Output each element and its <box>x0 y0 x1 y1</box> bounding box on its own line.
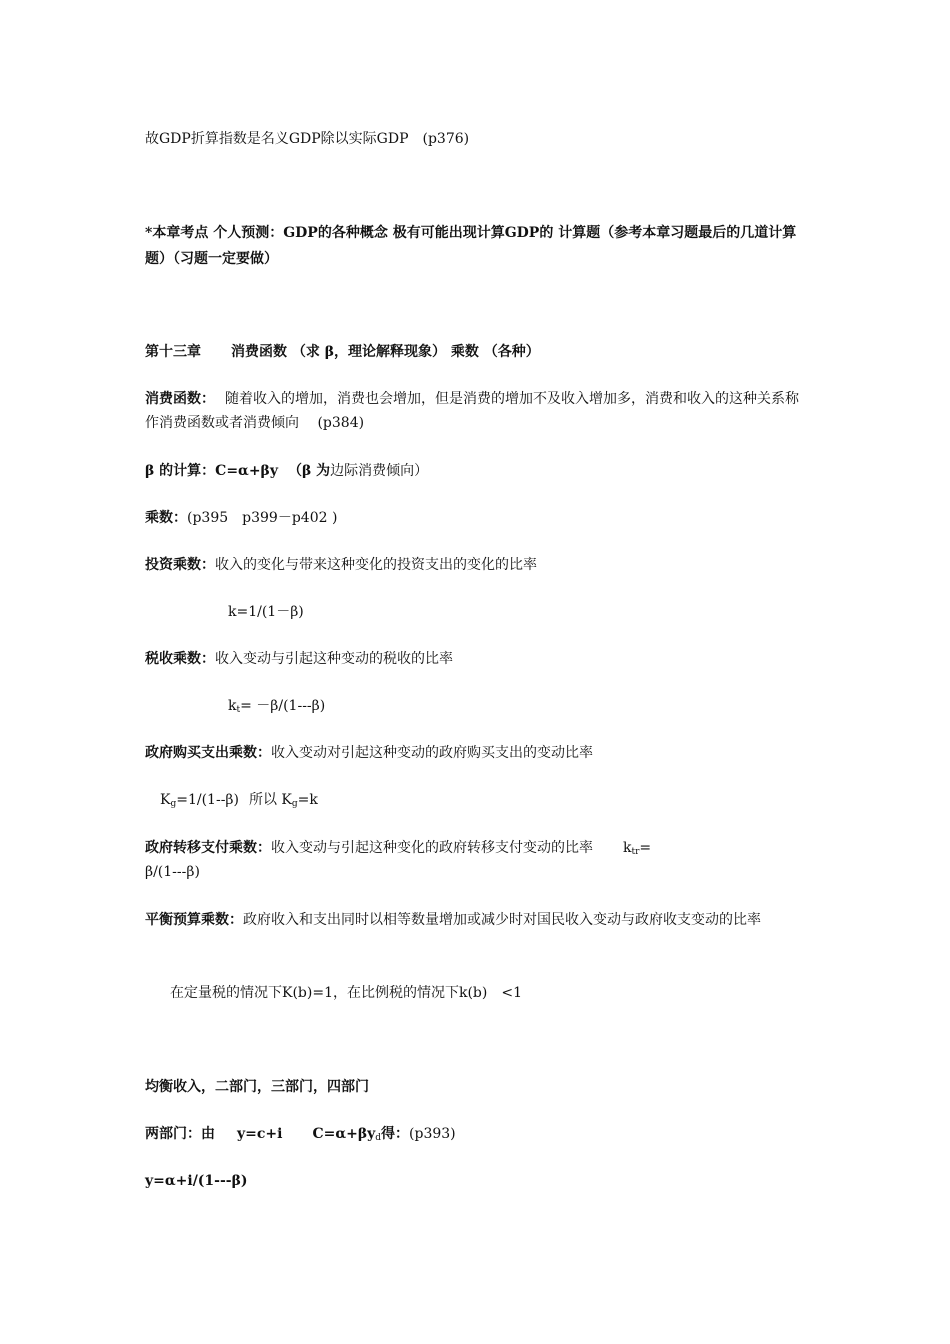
tr-formula-text: β/(1---β) <box>145 864 200 880</box>
gov-k-subscript: g <box>170 799 177 809</box>
investment-multiplier-line <box>145 553 810 577</box>
chapter-number: 第十三章 <box>145 344 201 360</box>
government-purchase-text: 收入变动对引起这种变动的政府购买支出的变动比率 <box>271 745 593 761</box>
two-sector-result-text: y=α+i/(1---β) <box>145 1173 248 1189</box>
balanced-budget-text: 政府收入和支出同时以相等数量增加或减少时对国民收入变动与政府收支变动的比率 <box>243 912 761 928</box>
beta-formula: C=α+βy <box>215 463 278 479</box>
two-sector-result <box>145 1169 810 1193</box>
multiplier-refs: (p395 p399－p402 ) <box>187 510 338 526</box>
tr-k: k <box>623 840 632 856</box>
equilibrium-income-heading <box>145 1075 810 1099</box>
tax-multiplier-text: 收入变动与引起这种变动的税收的比率 <box>215 651 453 667</box>
exam-prediction-text: *本章考点 个人预测：GDP的各种概念 极有可能出现计算GDP的 计算题（参考本章习题最后的几道计算题）（习题一定要做） <box>145 225 797 267</box>
beta-note: 边际消费倾向） <box>330 463 429 479</box>
chapter-topic: 消费函数 （求 β，理论解释现象） 乘数 （各种） <box>231 344 540 360</box>
beta-note-prefix: （β 为 <box>287 463 331 479</box>
gov-so-subscript: g <box>291 799 298 809</box>
government-purchase-formula <box>160 788 825 812</box>
consumption-function-paragraph <box>145 387 810 435</box>
investment-multiplier-formula <box>228 600 893 624</box>
two-sector-ref: (p393) <box>409 1126 456 1142</box>
gov-so-text: 所以 K <box>248 792 292 808</box>
investment-multiplier-text: 收入的变化与带来这种变化的投资支出的变化的比率 <box>215 557 537 573</box>
multiplier-line <box>145 506 810 530</box>
beta-calculation-line <box>145 459 810 483</box>
equilibrium-income-title: 均衡收入，二部门，三部门，四部门 <box>145 1079 369 1095</box>
chapter-heading <box>145 340 810 364</box>
transfer-payment-multiplier-line <box>145 836 810 860</box>
two-sector-formula-2: C=α+βy <box>312 1126 376 1142</box>
two-sector-formula-1: y=c+i <box>237 1126 283 1142</box>
tax-multiplier-line <box>145 647 810 671</box>
beta-label: β 的计算： <box>145 463 216 479</box>
gov-k: K <box>160 792 171 808</box>
two-sector-label: 两部门：由 <box>145 1126 215 1142</box>
tr-equals: = <box>639 840 652 856</box>
multiplier-label: 乘数： <box>145 510 187 526</box>
balanced-budget-multiplier-paragraph <box>145 908 810 932</box>
investment-formula-text: k=1/(1－β) <box>228 604 304 620</box>
transfer-payment-label: 政府转移支付乘数： <box>145 840 271 856</box>
gdp-deflator-text: 故GDP折算指数是名义GDP除以实际GDP (p376) <box>145 131 470 147</box>
tax-formula-text: = －β/(1---β) <box>240 698 326 714</box>
transfer-payment-formula <box>145 860 810 884</box>
two-sector-formula-2-subscript: d <box>375 1133 382 1143</box>
two-sector-get: 得： <box>381 1126 410 1142</box>
government-purchase-multiplier-line <box>145 741 810 765</box>
gov-formula-text: =1/(1--β) <box>176 792 239 808</box>
government-purchase-label: 政府购买支出乘数： <box>145 745 271 761</box>
gdp-deflator-line <box>145 127 810 151</box>
balanced-budget-cases <box>170 981 835 1005</box>
balanced-budget-label: 平衡预算乘数： <box>145 912 243 928</box>
transfer-payment-text: 收入变动与引起这种变化的政府转移支付变动的比率 <box>271 840 593 856</box>
tax-multiplier-label: 税收乘数： <box>145 651 215 667</box>
consumption-function-label: 消费函数： <box>145 391 215 407</box>
consumption-function-text: 随着收入的增加，消费也会增加，但是消费的增加不及收入增加多，消费和收入的这种关系称作消费函数或者消费倾向 (p384) <box>145 391 799 431</box>
exam-prediction-note <box>145 220 810 272</box>
tr-k-subscript: tr <box>631 847 640 857</box>
investment-multiplier-label: 投资乘数： <box>145 557 215 573</box>
tax-k-subscript: t <box>236 705 241 715</box>
tax-k: k <box>228 698 237 714</box>
balanced-budget-case-text: 在定量税的情况下K(b)=1，在比例税的情况下k(b) <1 <box>170 985 522 1001</box>
tax-multiplier-formula <box>228 694 893 718</box>
gov-so-tail: =k <box>297 792 318 808</box>
two-sector-line <box>145 1122 810 1146</box>
